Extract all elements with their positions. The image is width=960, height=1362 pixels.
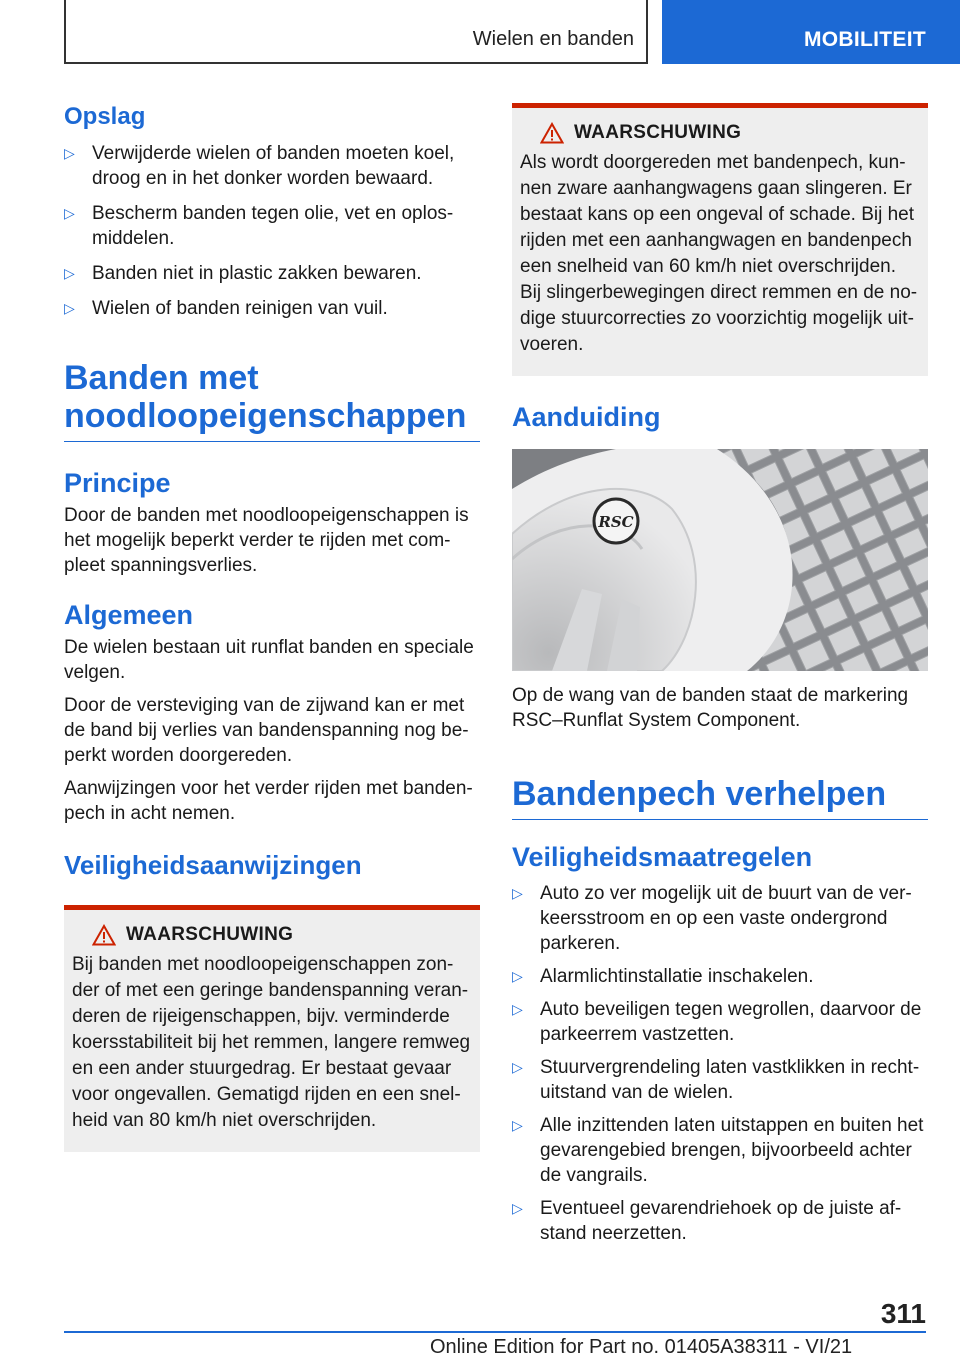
triangle-bullet-icon: ▷: [64, 265, 75, 281]
warning-text: Als wordt doorgereden met bandenpech, kunnen zware aanhangwagens gaan slingeren. Er bestaat kans op een ongeval of schade. Bij het rijden met een aanhangwagen en bandenpech een snelheid van 60 km/h niet overschrijden. Bij slingerbewegingen direct remmen en de nodige stuurcorrecties zo voorzichtig mogelijk uitvoeren.: [520, 152, 918, 355]
runflat-heading: Banden met noodloopeigenschappen: [64, 359, 480, 442]
triangle-bullet-icon: ▷: [64, 300, 75, 316]
list-item: ▷ Eventueel gevarendriehoek op de juiste afstand neerzetten.: [512, 1198, 902, 1244]
warning-box: [512, 103, 928, 376]
list-item: ▷ Banden niet in plastic zakken bewaren.: [64, 263, 422, 284]
veiligheidsmaatregelen-heading: Veiligheidsmaatregelen: [512, 842, 813, 872]
triangle-bullet-icon: ▷: [512, 968, 523, 984]
list-item: ▷ Auto beveiligen tegen wegrollen, daarvoor de parkeerrem vastzetten.: [512, 999, 922, 1045]
opslag-list: [64, 141, 480, 321]
right-column: [512, 103, 928, 1246]
triangle-bullet-icon: ▷: [64, 145, 75, 161]
aanduiding-text: Op de wang van de banden staat de markering RSC–Runflat System Component.: [512, 685, 909, 731]
header-chapter-tab: [662, 0, 960, 64]
list-item: ▷ Verwijderde wielen of banden moeten koel, droog en in het donker worden bewaard.: [64, 143, 455, 189]
list-item: ▷ Alle inzittenden laten uitstappen en buiten het gevarengebied brengen, bijvoorbeeld achter de vangrails.: [512, 1115, 924, 1186]
algemeen-text-2: Door de versteviging van de zijwand kan er met de band bij verlies van bandenspanning nog beperkt worden doorgereden.: [64, 695, 469, 766]
warning-text: Bij banden met noodloopeigenschappen zonder of met een geringe bandenspanning veranderen de rijeigenschappen, bijv. verminderde koersstabiliteit bij het remmen, langere remweg en een ander stuurgedrag. Er bestaat gevaar voor ongevallen. Gematigd rijden en een snelheid van 80 km/h niet overschrijden.: [72, 954, 471, 1131]
header-chapter-title: MOBILITEIT: [804, 28, 926, 51]
list-item: ▷ Bescherm banden tegen olie, vet en oplosmiddelen.: [64, 203, 454, 249]
header-section-title: Wielen en banden: [472, 28, 634, 50]
header-section-box: [64, 0, 648, 64]
algemeen-text-1: De wielen bestaan uit runflat banden en speciale velgen.: [64, 637, 474, 683]
footer-edition: Online Edition for Part no. 01405A38311 - VI/21: [430, 1336, 853, 1358]
triangle-bullet-icon: ▷: [512, 1059, 523, 1075]
page-number: 311: [880, 1298, 926, 1329]
footer-divider: [64, 1331, 926, 1333]
triangle-bullet-icon: ▷: [512, 1200, 523, 1216]
warning-title: WAARSCHUWING: [574, 122, 742, 143]
warning-triangle-icon: [540, 122, 564, 144]
warning-header: [72, 924, 472, 946]
list-item: ▷ Alarmlichtinstallatie inschakelen.: [512, 966, 814, 987]
veiligheidsaanwijzingen-heading: Veiligheidsaanwijzingen: [64, 850, 362, 880]
opslag-heading: Opslag: [64, 103, 146, 130]
triangle-bullet-icon: ▷: [512, 885, 523, 901]
list-item: ▷ Stuurvergrendeling laten vastklikken in rechtuitstand van de wielen.: [512, 1057, 920, 1103]
principe-text: Door de banden met noodloopeigenschappen is het mogelijk beperkt verder te rijden met compleet spanningsverlies.: [64, 505, 469, 576]
algemeen-text-3: Aanwijzingen voor het verder rijden met bandenpech in acht nemen.: [64, 778, 473, 824]
bandenpech-heading: Bandenpech verhelpen: [512, 775, 928, 820]
triangle-bullet-icon: ▷: [512, 1117, 523, 1133]
warning-header: [520, 122, 920, 144]
left-column: [64, 100, 480, 1152]
maatregelen-list: [512, 881, 928, 1246]
triangle-bullet-icon: ▷: [512, 1001, 523, 1017]
triangle-bullet-icon: ▷: [64, 205, 75, 221]
warning-title: WAARSCHUWING: [126, 924, 294, 945]
rsc-tire-illustration: [512, 449, 928, 671]
rsc-badge-label: RSC: [598, 513, 634, 531]
warning-triangle-icon: [92, 924, 116, 946]
warning-box: [64, 905, 480, 1152]
aanduiding-heading: Aanduiding: [512, 402, 661, 432]
principe-heading: Principe: [64, 468, 171, 498]
tire-drawing: [512, 449, 928, 671]
algemeen-heading: Algemeen: [64, 600, 194, 630]
list-item: ▷ Wielen of banden reinigen van vuil.: [64, 298, 388, 319]
list-item: ▷ Auto zo ver mogelijk uit de buurt van de verkeersstroom en op een vaste ondergrond parkeren.: [512, 883, 912, 954]
